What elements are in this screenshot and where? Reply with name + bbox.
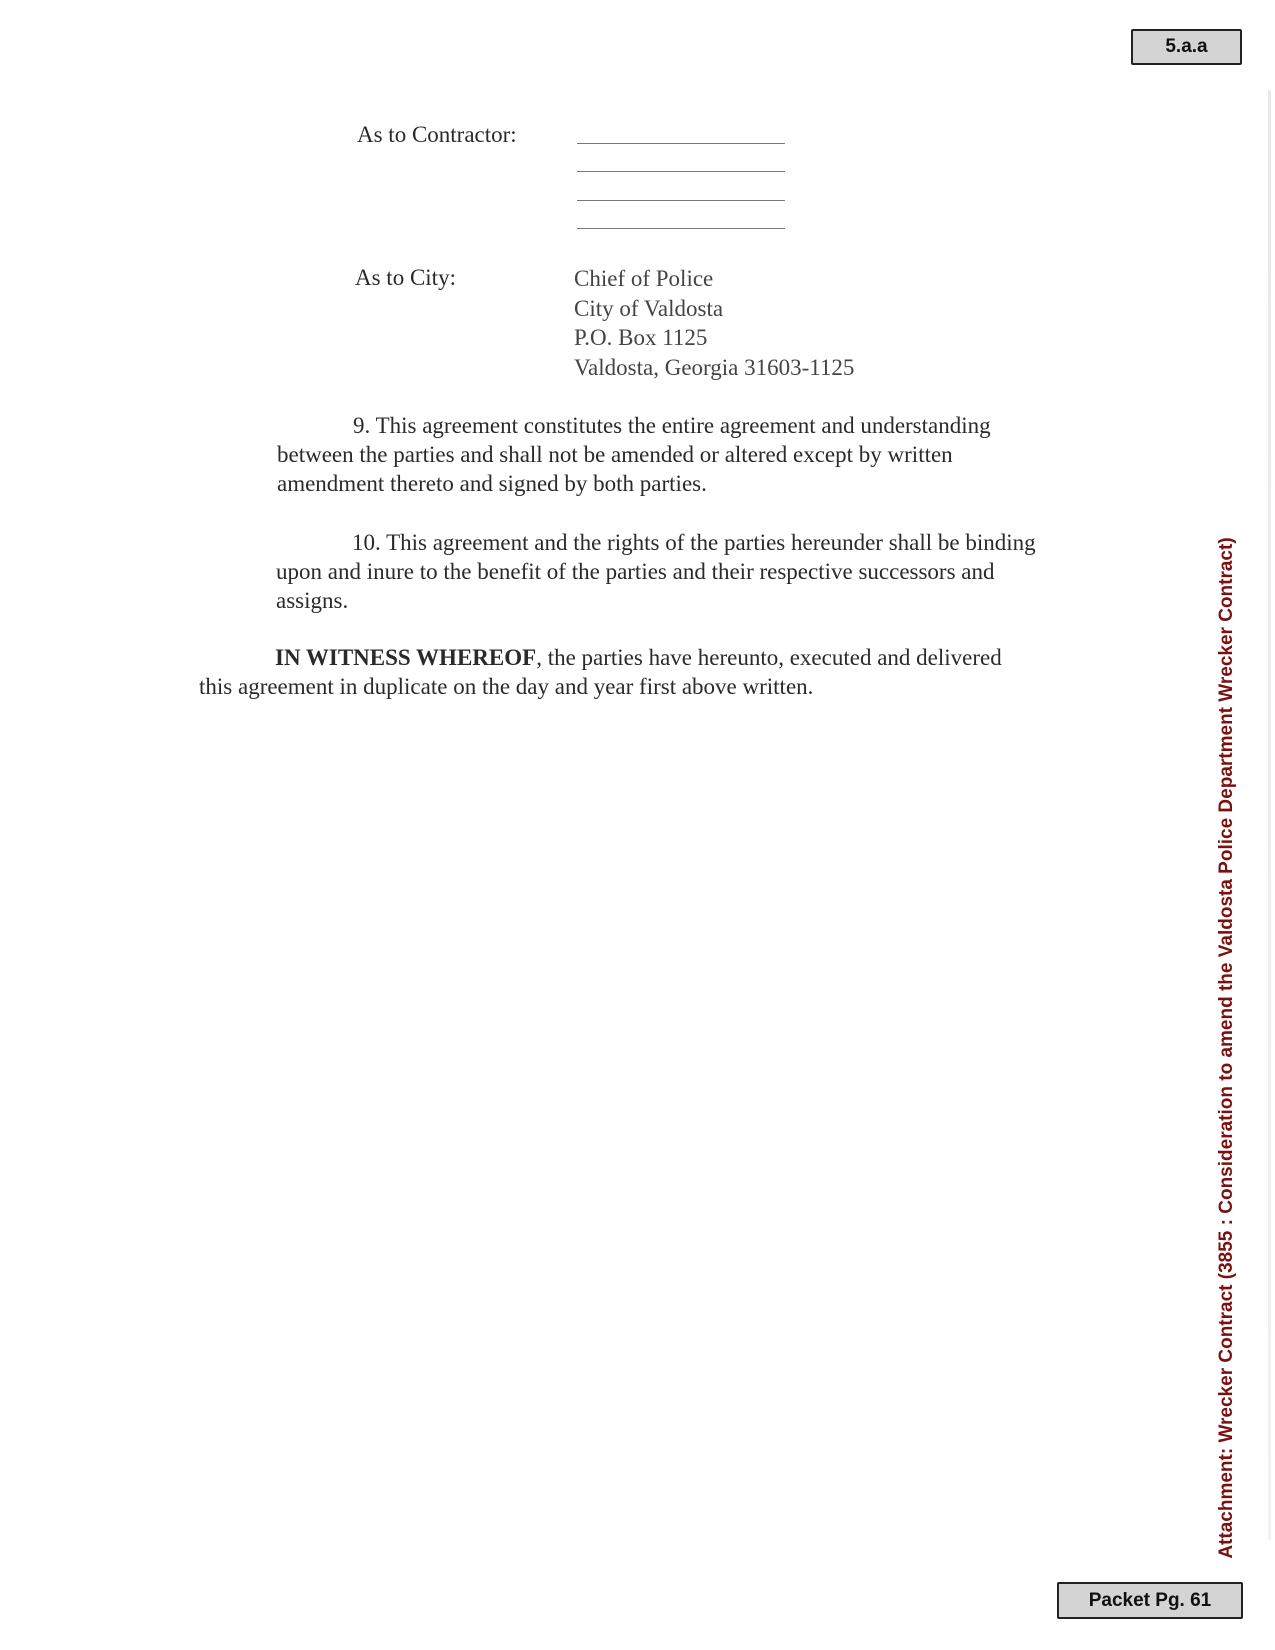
witness-clause xyxy=(199,643,1002,701)
contractor-address-line-1 xyxy=(577,143,785,144)
paragraph-9 xyxy=(277,411,991,498)
city-address-line: Chief of Police xyxy=(574,266,714,291)
paragraph-10 xyxy=(276,528,1036,615)
paragraph-line: 10. This agreement and the rights of the parties hereunder shall be binding xyxy=(352,530,1036,555)
witness-heading: IN WITNESS WHEREOF xyxy=(275,645,537,670)
contractor-notice-label: As to Contractor: xyxy=(357,122,517,147)
agenda-item-badge: 5.a.a xyxy=(1131,29,1242,65)
city-address-block xyxy=(574,264,854,382)
city-address-line: P.O. Box 1125 xyxy=(574,325,708,350)
witness-line-2: this agreement in duplicate on the day and year first above written. xyxy=(199,674,814,699)
contractor-address-line-3 xyxy=(577,200,785,201)
paragraph-line: upon and inure to the benefit of the parties and their respective successors and xyxy=(276,559,995,584)
city-address-line: City of Valdosta xyxy=(574,295,724,321)
packet-page-badge: Packet Pg. 61 xyxy=(1057,1582,1243,1619)
city-notice-label: As to City: xyxy=(355,265,456,290)
paragraph-line: amendment thereto and signed by both parties. xyxy=(277,471,707,496)
witness-line-1 xyxy=(199,643,1002,672)
paragraph-line: between the parties and shall not be amended or altered except by written xyxy=(277,442,953,467)
page-edge-shadow xyxy=(1268,90,1271,1540)
contractor-address-line-4 xyxy=(577,228,785,229)
contractor-address-line-2 xyxy=(577,171,785,172)
paragraph-line: 9. This agreement constitutes the entire agreement and understanding xyxy=(353,413,991,438)
witness-line-1-text: , the parties have hereunto, executed and delivered xyxy=(536,645,1002,670)
attachment-sidebar-label: Attachment: Wrecker Contract (3855 : Consideration to amend the Valdosta Police Department Wrecker Contract) xyxy=(1216,537,1237,1559)
city-address-line: Valdosta, Georgia 31603-1125 xyxy=(574,354,855,380)
paragraph-line: assigns. xyxy=(276,588,349,613)
